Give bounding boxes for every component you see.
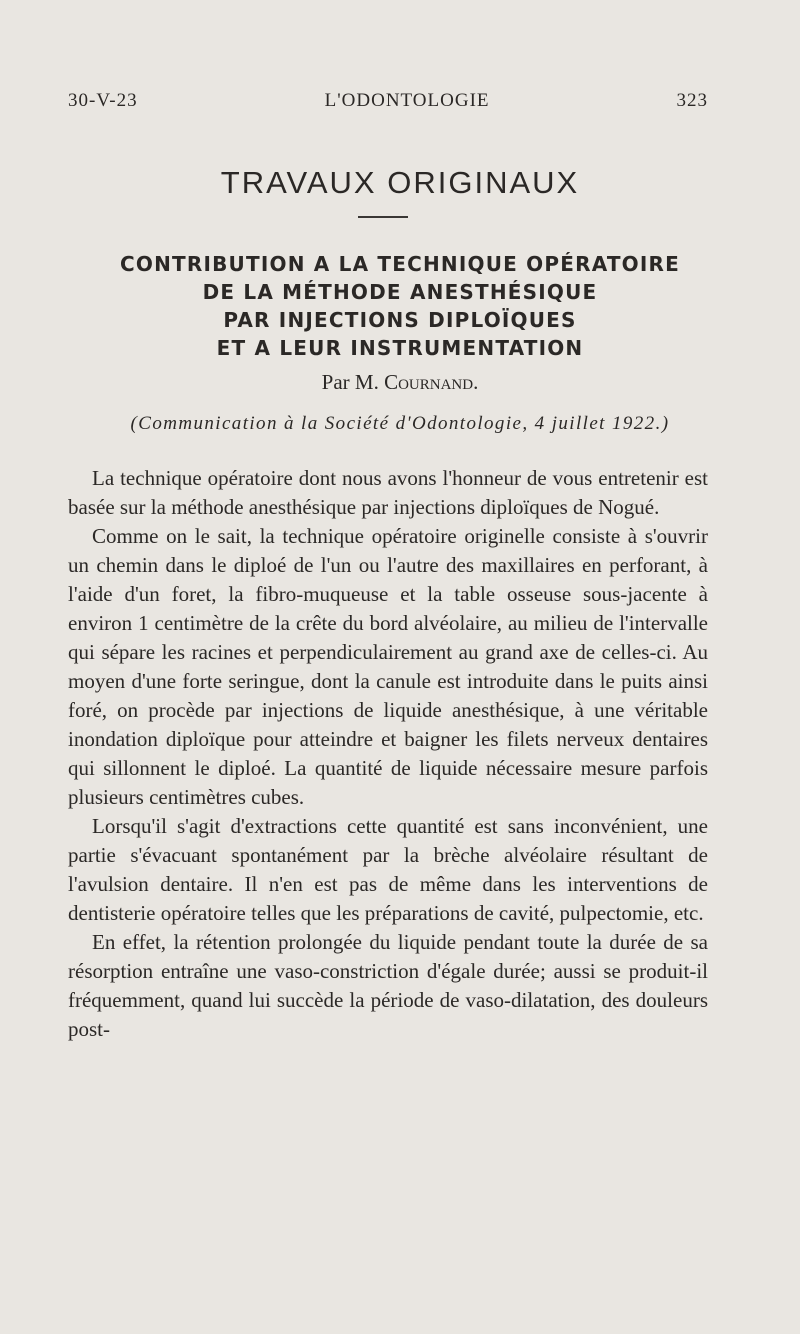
author-name: Cournand. — [384, 370, 479, 394]
communication-note: (Communication à la Société d'Odontologie, 4 juillet 1922.) — [130, 413, 670, 434]
issue-date: 30-V-23 — [68, 90, 138, 111]
journal-name: L'ODONTOLOGIE — [324, 90, 490, 111]
body-paragraph: Comme on le sait, la technique opératoire originelle consiste à s'ouvrir un chemin dans le diploé de l'un ou l'autre des maxillaires en perforant, à l'aide d'un foret, la fibro-muqueuse et la table osseuse sous-jacente à environ 1 centimètre de la crête du bord alvéolaire, au milieu de l'intervalle qui sépare les racines et perpendiculairement au grand axe de celles-ci. Au moyen d'une forte seringue, dont la canule est introduite dans le puits ainsi foré, on procède par injections de liquide anesthésique, à une véritable inondation diploïque pour atteindre et baigner les filets nerveux dentaires qui sillonnent le diploé. La quantité de liquide nécessaire mesure parfois plusieurs centimètres cubes. — [68, 524, 708, 809]
body-paragraph: La technique opératoire dont nous avons l'honneur de vous entretenir est basée sur la méthode anesthésique par injections diploïques de Nogué. — [68, 466, 708, 519]
body-paragraph: En effet, la rétention prolongée du liquide pendant toute la durée de sa résorption entraîne une vaso-constriction d'égale durée; aussi se produit-il fréquemment, quand lui succède la période de vaso-dilatation, des douleurs post- — [68, 930, 708, 1041]
article-title-line: DE LA MÉTHODE ANESTHÉSIQUE — [202, 280, 598, 304]
article-title-line: ET A LEUR INSTRUMENTATION — [216, 336, 584, 360]
article-body — [68, 464, 708, 1044]
section-title: TRAVAUX ORIGINAUX — [220, 165, 580, 200]
byline — [0, 370, 800, 395]
byline-prefix: Par M. — [321, 370, 385, 394]
running-header — [68, 90, 708, 112]
article-title — [40, 250, 760, 362]
article-title-line: PAR INJECTIONS DIPLOÏQUES — [223, 308, 577, 332]
page-number: 323 — [676, 90, 708, 111]
article-title-line: CONTRIBUTION A LA TECHNIQUE OPÉRATOIRE — [120, 252, 680, 276]
title-divider — [358, 216, 408, 218]
body-paragraph: Lorsqu'il s'agit d'extractions cette quantité est sans inconvénient, une partie s'évacuant spontanément par la brèche alvéolaire résultant de l'avulsion dentaire. Il n'en est pas de même dans les interventions de dentisterie opératoire telles que les préparations de cavité, pulpectomie, etc. — [68, 814, 708, 925]
